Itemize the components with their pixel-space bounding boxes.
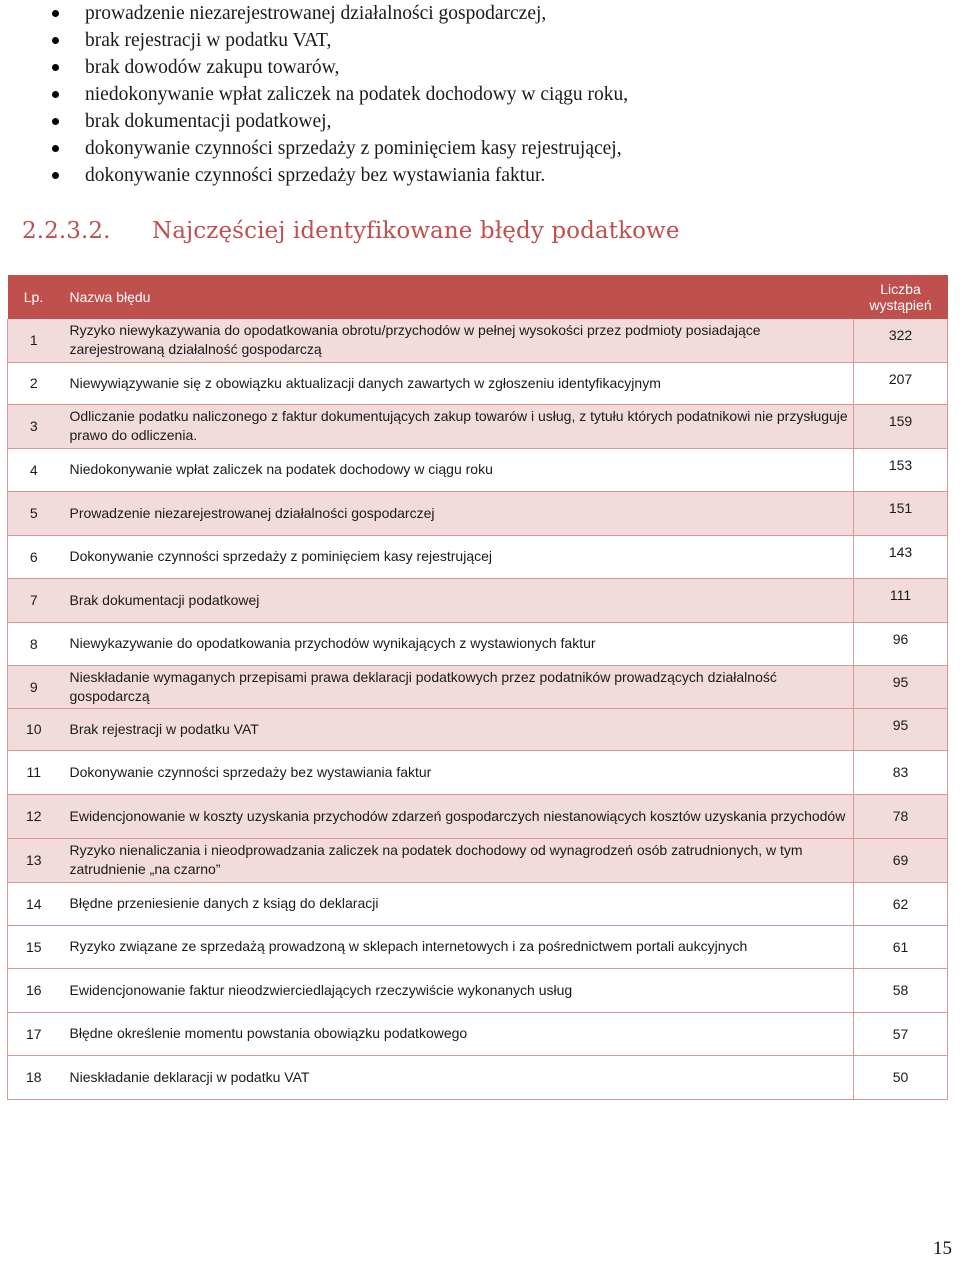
row-lp: 12 — [8, 794, 60, 838]
bullet-text: brak dowodów zakupu towarów, — [85, 57, 340, 78]
table-row — [8, 622, 948, 665]
row-lp: 14 — [8, 882, 60, 925]
table-row — [8, 535, 948, 578]
row-name: Ryzyko nienaliczania i nieodprowadzania zaliczek na podatek dochodowy od wynagrodzeń osób zatrudnionych, w tym zatrudnienie „na czarno” — [60, 838, 854, 882]
row-lp: 3 — [8, 404, 60, 448]
row-count: 95 — [854, 708, 948, 750]
row-count: 62 — [854, 882, 948, 925]
bullet-text: niedokonywanie wpłat zaliczek na podatek dochodowy w ciągu roku, — [85, 84, 629, 105]
row-lp: 16 — [8, 968, 60, 1012]
page-number: 15 — [933, 1238, 952, 1259]
row-count: 143 — [854, 535, 948, 578]
bullet-item — [50, 27, 628, 54]
row-name: Odliczanie podatku naliczonego z faktur dokumentujących zakup towarów i usług, z tytułu których podatnikowi nie przysługuje prawo do odliczenia. — [60, 404, 854, 448]
row-name: Ryzyko niewykazywania do opodatkowania obrotu/przychodów w pełnej wysokości przez podmioty posiadające zarejestrowaną działalność gospodarczą — [60, 319, 854, 362]
row-lp: 4 — [8, 448, 60, 491]
row-lp: 13 — [8, 838, 60, 882]
table-row — [8, 491, 948, 535]
row-lp: 8 — [8, 622, 60, 665]
row-name: Nieskładanie deklaracji w podatku VAT — [60, 1055, 854, 1099]
bullet-icon — [52, 37, 59, 44]
column-header-lp: Lp. — [8, 275, 60, 319]
row-name: Dokonywanie czynności sprzedaży z pominięciem kasy rejestrującej — [60, 535, 854, 578]
bullet-icon — [52, 145, 59, 152]
row-name: Błędne określenie momentu powstania obowiązku podatkowego — [60, 1012, 854, 1055]
row-name: Brak dokumentacji podatkowej — [60, 578, 854, 622]
row-count: 153 — [854, 448, 948, 491]
row-name: Niewywiązywanie się z obowiązku aktualizacji danych zawartych w zgłoszeniu identyfikacyjnym — [60, 362, 854, 404]
bullet-item — [50, 54, 628, 81]
bullet-text: dokonywanie czynności sprzedaży z pominięciem kasy rejestrującej, — [85, 138, 622, 159]
table-row — [8, 404, 948, 448]
table-row — [8, 319, 948, 362]
row-lp: 18 — [8, 1055, 60, 1099]
bullet-icon — [52, 172, 59, 179]
row-count: 96 — [854, 622, 948, 665]
table-row — [8, 925, 948, 968]
row-count: 57 — [854, 1012, 948, 1055]
bullet-text: dokonywanie czynności sprzedaży bez wystawiania faktur. — [85, 165, 546, 186]
row-lp: 7 — [8, 578, 60, 622]
bullet-item — [50, 162, 628, 189]
table-row — [8, 968, 948, 1012]
row-name: Ryzyko związane ze sprzedażą prowadzoną w sklepach internetowych i za pośrednictwem portali aukcyjnych — [60, 925, 854, 968]
bullet-icon — [52, 91, 59, 98]
row-count: 50 — [854, 1055, 948, 1099]
table-row — [8, 1012, 948, 1055]
table-row — [8, 794, 948, 838]
table-row — [8, 578, 948, 622]
bullet-item — [50, 0, 628, 27]
row-count: 69 — [854, 838, 948, 882]
row-lp: 5 — [8, 491, 60, 535]
row-count: 207 — [854, 362, 948, 404]
row-name: Brak rejestracji w podatku VAT — [60, 708, 854, 750]
row-count: 78 — [854, 794, 948, 838]
row-name: Prowadzenie niezarejestrowanej działalności gospodarczej — [60, 491, 854, 535]
row-count: 61 — [854, 925, 948, 968]
row-lp: 15 — [8, 925, 60, 968]
row-name: Ewidencjonowanie w koszty uzyskania przychodów zdarzeń gospodarczych niestanowiących kosztów uzyskania przychodów — [60, 794, 854, 838]
row-name: Błędne przeniesienie danych z ksiąg do deklaracji — [60, 882, 854, 925]
row-lp: 2 — [8, 362, 60, 404]
column-header-name: Nazwa błędu — [60, 275, 854, 319]
row-name: Niewykazywanie do opodatkowania przychodów wynikających z wystawionych faktur — [60, 622, 854, 665]
table-row — [8, 708, 948, 750]
bullet-item — [50, 81, 628, 108]
bullet-text: prowadzenie niezarejestrowanej działalności gospodarczej, — [85, 3, 547, 24]
bullet-item — [50, 108, 628, 135]
row-lp: 10 — [8, 708, 60, 750]
row-name: Ewidencjonowanie faktur nieodzwierciedlających rzeczywiście wykonanych usług — [60, 968, 854, 1012]
errors-table — [7, 275, 948, 1100]
bullet-text: brak dokumentacji podatkowej, — [85, 111, 332, 132]
table-header-row — [8, 275, 948, 319]
bullet-icon — [52, 64, 59, 71]
row-name: Niedokonywanie wpłat zaliczek na podatek dochodowy w ciągu roku — [60, 448, 854, 491]
bullet-text: brak rejestracji w podatku VAT, — [85, 30, 332, 51]
bullet-item — [50, 135, 628, 162]
table-row — [8, 882, 948, 925]
row-name: Dokonywanie czynności sprzedaży bez wystawiania faktur — [60, 750, 854, 794]
row-lp: 6 — [8, 535, 60, 578]
section-title: Najczęściej identyfikowane błędy podatkowe — [152, 218, 680, 244]
table-row — [8, 362, 948, 404]
row-count: 83 — [854, 750, 948, 794]
bullet-icon — [52, 10, 59, 17]
row-count: 151 — [854, 491, 948, 535]
row-count: 159 — [854, 404, 948, 448]
row-count: 95 — [854, 665, 948, 708]
table-row — [8, 1055, 948, 1099]
table-row — [8, 448, 948, 491]
row-count: 111 — [854, 578, 948, 622]
table-row — [8, 750, 948, 794]
row-count: 322 — [854, 319, 948, 362]
column-header-count: Liczba wystąpień — [854, 275, 948, 319]
row-lp: 1 — [8, 319, 60, 362]
row-lp: 11 — [8, 750, 60, 794]
section-number: 2.2.3.2. — [22, 218, 111, 244]
row-name: Nieskładanie wymaganych przepisami prawa deklaracji podatkowych przez podatników prowadzących działalność gospodarczą — [60, 665, 854, 708]
row-lp: 17 — [8, 1012, 60, 1055]
bullet-list — [50, 0, 628, 189]
table-row — [8, 665, 948, 708]
row-lp: 9 — [8, 665, 60, 708]
table-row — [8, 838, 948, 882]
bullet-icon — [52, 118, 59, 125]
section-heading — [22, 218, 680, 244]
row-count: 58 — [854, 968, 948, 1012]
